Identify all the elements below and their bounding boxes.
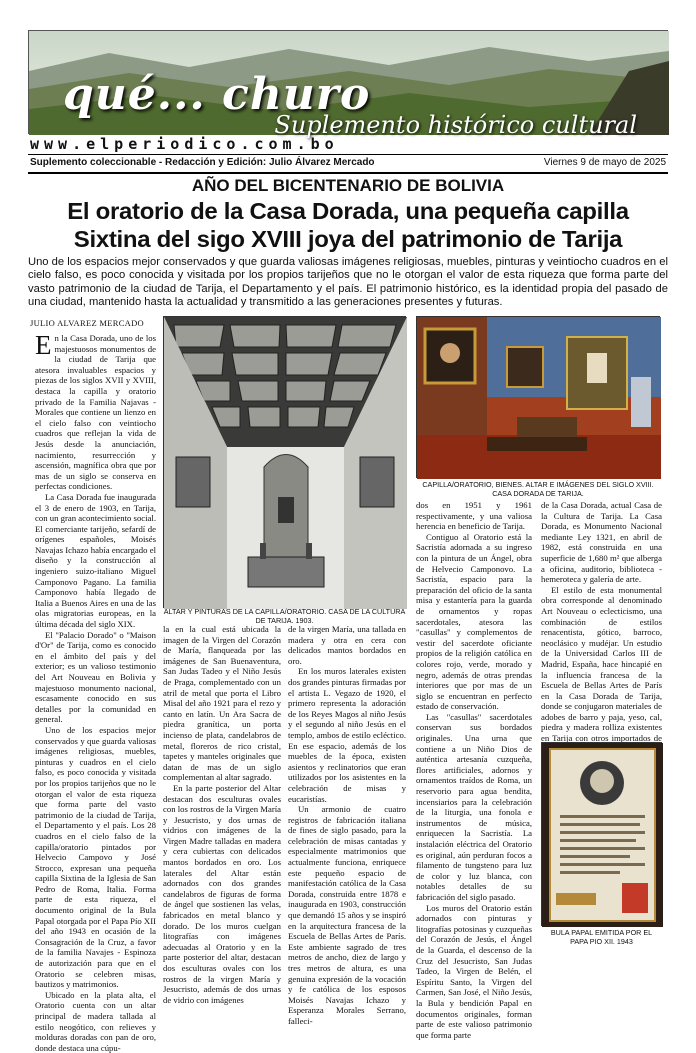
chapel-ceiling-photo xyxy=(163,316,406,608)
supplement-credits: Suplemento coleccionable - Redacción y Edición: Julio Álvarez Mercado xyxy=(30,157,375,168)
oratory-interior-photo xyxy=(416,316,660,478)
paragraph: Uno de los espacios mejor conservados y que guarda valiosas imágenes religiosas, muebles, pinturas y cuadros en el cielo falso, es poco conocida y visitada por los propios tarijeños que no le otorgan el valor de esta riqueza que forma parte del vasto patrimonio de la ciudad de Tarija, el Departamento y el país. Los 28 cuadros en el cielo falso de la capilla/oratorio pintados por Helvecio Campovo y José Strocco, expresan una pequeña capilla Sixtina de la Iglesia de San Pedro de Roma, Italia. Forma parte de esta riqueza, el documento original de la Bula Papal otorgada por el Papa Pío XII del año 1943 en ocasión de la Consagración de la Cruz, a favor de la familia Navajes - Espinoza de autorización para que en el Oratorio se celebren misas, bautizos y matrimonios. xyxy=(35,724,156,990)
paragraph: Ubicado en la plata alta, el Oratorio cuenta con un altar principal de madera tallada al estilo neogótico, con relieves y molduras doradas con pan de oro, donde destaca una cúpu- xyxy=(35,989,156,1053)
article-column-1 xyxy=(35,330,156,1053)
chapel-photo-caption: ALTAR Y PINTURAS DE LA CAPILLA/ORATORIO. CASA DE LA CULTURA DE TARIJA. 1903. xyxy=(163,607,406,625)
paragraph: En la parte posterior del Altar destacan dos esculturas ovales con los rostros de la Virgen María y Jesucristo, y dos urnas de vidrios con imágenes de la Virgen Madre talladas en madera y cera cubiertas con delicados mantos bordados en oro. Los laterales del Altar están adornados con dos grandes candelabros de figuras de forma de ángel que sostienen las velas, fabricados en metal blanco y dorado. De los muros cuelgan litografías con imágenes adecuadas al Oratorio y en la parte posterior del altar, destacan dos esculturas ovales con los rostros de la virgen María y Jesucristo, además de dos urnas de vidrio con imágenes xyxy=(163,782,281,1005)
paragraph: de la virgen María, una tallada en madera y otra en cera con delicados mantos bordados en oro. xyxy=(288,624,406,666)
paragraph: dos en 1951 y 1961 respectivamente, y una valiosa herencia en beneficio de Tarija. xyxy=(416,500,532,532)
divider xyxy=(28,154,668,155)
headline-line: Sixtina del sigo XVIII joya del patrimonio de Tarija xyxy=(73,226,623,252)
article-column-3 xyxy=(288,624,406,1026)
headline xyxy=(22,197,675,253)
supplement-logo: qué... churo xyxy=(63,69,371,120)
papal-bull-caption: BULA PAPAL EMITIDA POR EL PAPA PIO XII. 1943 xyxy=(550,928,653,946)
paragraph: En los muros laterales existen dos grandes pinturas firmadas por el artista L. Vegazo de 1920, el primero representa la adoración de los Reyes Magos al niño Jesús y el segundo al niño Jesús en el templo, ambos de estilo ecléctico. En ese espacio, además de los muebles de la época, existen asientos y reclinatorios que eran utilizados por los asistentes en la celebración de misas y eucaristías. xyxy=(288,666,406,804)
paragraph: El estilo de esta monumental obra corresponde al denominado Art Nouveau o eclecticismo, una combinación de estilos renacentista, gótico, barroco, neoclásico y mudéjar. Un estudio de la Universidad Carlos III de Madrid, España, hace hincapié en la influencia francesa de la Escuela de Bellas Artes de París en la Casa Dorada de Tarija, donde se conjugaron materiales de adobes de barro y paja, yeso, cal, piedra y madera rolliza existentes en Tarija con otros importados de xyxy=(541,584,662,744)
paragraph: la en la cual está ubicada la imagen de la Virgen del Corazón de María, flanqueada por las imágenes de San Buenaventura, San Judas Tadeo y el Niño Jesús de Praga, complementado con un atril de metal que porta el Libro Misal del año 1921 para el rezo y canto en latín. Un Ara Sacra de piedra granítica, un porta incienso de plata, candelabros de metal, floreros de rico cristal, tapetes y manteles originales que datan de mas de un siglo complementan al altar sagrado. xyxy=(163,624,281,783)
paragraph: La Casa Dorada fue inaugurada el 3 de enero de 1903, en Tarija, con un gran acontecimiento social. El comerciante tarijeño, sefardí de orígenes españoles, Moisés Navajas Ichazo había encargado el diseño y la construcción al ingeniero suizo-italiano Miguel Camponovo Pagano. La familia Camponovo había llegado de Italia a Buenos Aires en una de las olas migratorias europeas, en la última década del siglo XIX. xyxy=(35,491,156,630)
issue-date: Viernes 9 de mayo de 2025 xyxy=(543,157,666,168)
kicker: AÑO DEL BICENTENARIO DE BOLIVIA xyxy=(191,176,505,195)
paragraph: El "Palacio Dorado" o "Maison d'Or" de Tarija, como es conocido en el ámbito del país y del exterior; es un valioso testimonio del Art Nouveau en Bolivia y majestuoso monumento nacional, escasamente conocido en sus detalles por la comunidad en general. xyxy=(35,629,156,725)
supplement-tagline: Suplemento histórico cultural xyxy=(274,111,637,139)
paragraph: Contiguo al Oratorio está la Sacristía adornada a su ingreso con la pintura de un Ángel, obra de Helvecio Camponovo. La Sacristía, espacio para la preparación del oficio de la santa misa y estantería para la guarda de ornamentos y ropas sacerdotales, atesora las "casullas" y complementos de vestir del sacerdote oficiante propios de la religión católica en colores rojo, verde, morado y negro, además de otras prendas interiores que por mas de un siglo se encuentran en perfecto estado de conservación. xyxy=(416,531,532,712)
article-column-4 xyxy=(416,500,532,1040)
lead-paragraph: Uno de los espacios mejor conservados y que guarda valiosas imágenes religiosas, muebles, pinturas y veintiocho cuadros en el cielo falso, es poco conocida y visitada por los propios tarijeños que no le otorgan el valor de esta riqueza que forma parte del vasto patrimonio de la ciudad de Tarija, el Departamento y el país. El patrimonio histórico, es la identidad propia del pasado de una ciudad, mantenido hasta la actualidad y transmitido a las generaciones presentes y futuras. xyxy=(28,256,668,309)
headline-line: El oratorio de la Casa Dorada, una pequeña capilla xyxy=(67,198,629,224)
drop-cap: E xyxy=(35,330,52,360)
article-column-5 xyxy=(541,500,662,744)
paragraph: Los muros del Oratorio están adornados con pinturas y litografías potosinas y cuzqueñas del Corazón de Jesús, el Ángel de la Guarda, el descenso de la Cruz del Jesucristo, San Judas Tadeo, la Virgen de Belén, el Espíritu Santo, la Virgen del Carmen, San José, el Niño Jesús, la Bula y bendición Papal en documentos originales, forman parte de este valioso patrimonio que forma parte xyxy=(416,902,532,1040)
divider xyxy=(28,172,668,174)
paragraph: Las "casullas" sacerdotales conservan sus bordados originales. Una urna que contiene a un Niño Dios de auténtica artesanía cuzqueña, flores artificiales, adornos y ornamentos traídos de Roma, un reservorio para agua bendita, incensiarios para la celebración de la liturgia, una fonola e instrumentos de música, enriquecen la Sacristía. La instalación eléctrica del Oratorio es original, aún perduran focos a filamento de tungsteno para luz de color y luz blanca, con notables detalles de su fabricación del siglo pasado. xyxy=(416,711,532,902)
papal-bull-photo xyxy=(541,742,662,926)
website-url[interactable]: www.elperiodico.com.bo xyxy=(30,135,339,153)
masthead-banner xyxy=(28,30,668,139)
paragraph: En la Casa Dorada, uno de los majestuosos monumentos de la ciudad de Tarija que atesora invaluables espacios y piezas de los siglos XVII y XVIII, destaca la capilla y oratorio privado de la Familia Najavas - Morales que contiene un lienzo en el cielo falso con veintiocho cuadros que reflejan la vida de Jesús desde la anunciación, nacimiento, resurrección y ascensión, magnífica obra que por mas de un siglo se conserva en perfectas condiciones. xyxy=(35,330,156,492)
article-column-2 xyxy=(163,624,281,1005)
paragraph: Un armonio de cuatro registros de fabricación italiana de fines de siglo pasado, para la celebración de misas cantadas y especialmente matrimonios que actualmente funciona, enriquece este pequeño espacio de manifestación católica de la Casa Dorada, construida entre 1878 e inaugurada en 1903, construcción que demandó 15 años y se inspiró en la arquitectura francesa de la Escuela de Bellas Artes de París. Este ambiente sagrado de tres metros de ancho, diez de largo y tres metros de altura, es una genuina expresión de la vocación y fe católica de los esposos Moisés Navajas Ichazo y Esperanza Morales Serrano, falleci- xyxy=(288,804,406,1026)
byline: JULIO ALVAREZ MERCADO xyxy=(30,318,144,328)
interior-photo-caption: CAPILLA/ORATORIO, BIENES. ALTAR E IMÁGENES DEL SIGLO XVIII. CASA DORADA DE TARIJA. xyxy=(422,480,654,498)
paragraph: de la Casa Dorada, actual Casa de la Cultura de Tarija. La Casa Dorada, es Monumento Nacional mediante Ley 1321, en abril de 1982, está construida en una superficie de 1,680 m² que alberga a oficina, auditorio, biblioteca -hemeroteca y galería de arte. xyxy=(541,500,662,585)
